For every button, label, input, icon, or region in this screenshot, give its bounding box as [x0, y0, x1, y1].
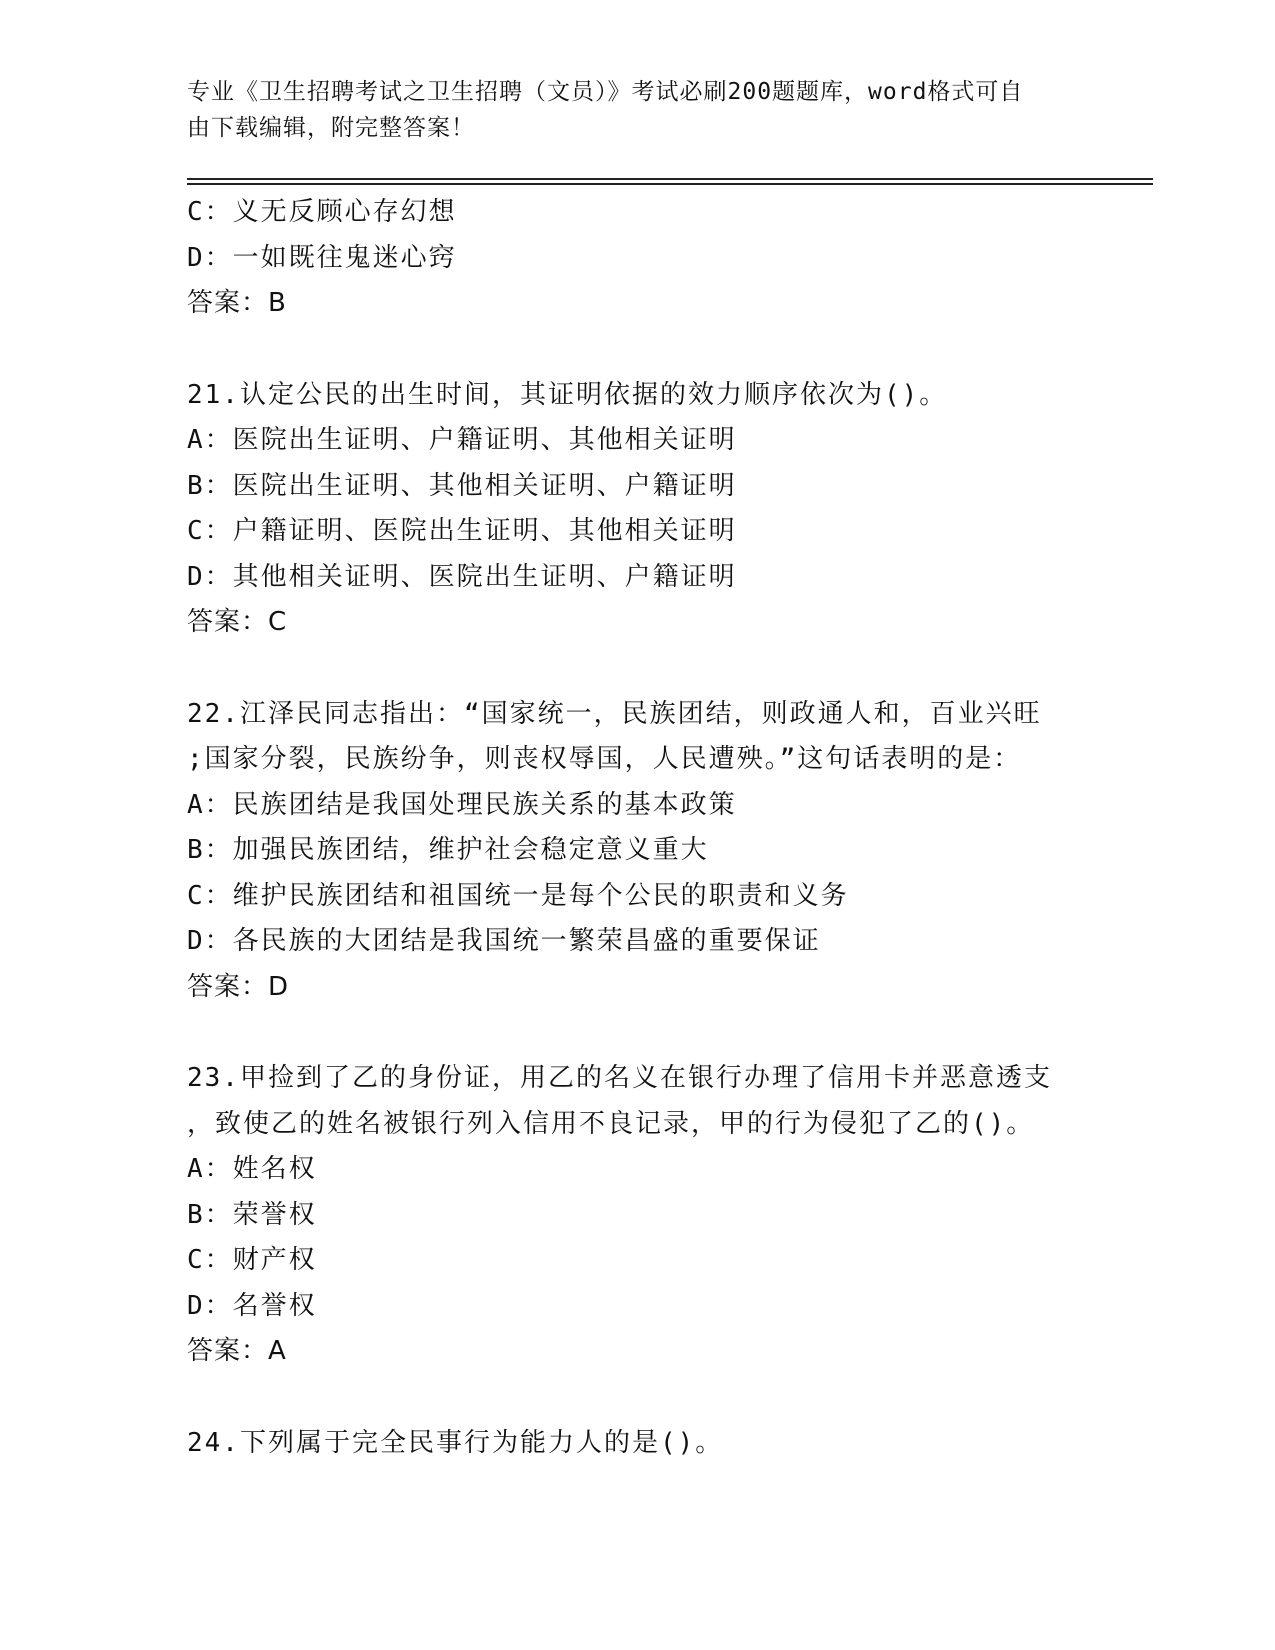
- question-stem-continued: ，致使乙的姓名被银行列入信用不良记录，甲的行为侵犯了乙的()。: [187, 1108, 1035, 1139]
- document-body: [187, 190, 1087, 1466]
- option-d: D：名誉权: [187, 1290, 317, 1321]
- question-stem: 21.认定公民的出生时间，其证明依据的效力顺序依次为()。: [187, 379, 948, 410]
- option-b: B：荣誉权: [187, 1199, 317, 1230]
- header-divider-top: [187, 178, 1153, 180]
- answer-line: 答案：B: [187, 288, 287, 318]
- option-b: B：加强民族团结，维护社会稳定意义重大: [187, 835, 709, 865]
- spacer: [187, 327, 1087, 373]
- spacer: [187, 646, 1087, 692]
- answer-line: 答案：D: [187, 971, 290, 1002]
- document-header: [187, 74, 1067, 146]
- question-stem: 23.甲捡到了乙的身份证，用乙的名义在银行办理了信用卡并恶意透支: [187, 1063, 1052, 1093]
- question-22: [187, 692, 1087, 1011]
- question-stem: 22.江泽民同志指出：“国家统一，民族团结，则政通人和，百业兴旺: [187, 698, 1042, 729]
- spacer: [187, 1010, 1087, 1056]
- question-21: [187, 373, 1087, 646]
- option-c: C：户籍证明、医院出生证明、其他相关证明: [187, 516, 737, 546]
- option-c: C：义无反顾心存幻想: [187, 197, 457, 227]
- answer-line: 答案：A: [187, 1336, 287, 1366]
- option-b: B：医院出生证明、其他相关证明、户籍证明: [187, 470, 737, 501]
- header-line-2: 由下载编辑，附完整答案！: [187, 115, 475, 141]
- option-c: C：维护民族团结和祖国统一是每个公民的职责和义务: [187, 880, 849, 911]
- question-23: [187, 1056, 1087, 1375]
- header-line-1: 专业《卫生招聘考试之卫生招聘（文员）》考试必刷200题题库，word格式可自: [187, 79, 1024, 105]
- question-stem-continued: ;国家分裂，民族纷争，则丧权辱国，人民遭殃。”这句话表明的是：: [187, 744, 1022, 774]
- question-24: [187, 1421, 1087, 1467]
- option-a: A：医院出生证明、户籍证明、其他相关证明: [187, 425, 737, 455]
- option-d: D：各民族的大团结是我国统一繁荣昌盛的重要保证: [187, 926, 821, 956]
- question-stem: 24.下列属于完全民事行为能力人的是()。: [187, 1427, 724, 1458]
- answer-line: 答案：C: [187, 607, 288, 637]
- option-a: A：姓名权: [187, 1154, 317, 1184]
- option-d: D：其他相关证明、医院出生证明、户籍证明: [187, 561, 737, 592]
- option-d: D：一如既往鬼迷心窍: [187, 242, 457, 273]
- spacer: [187, 1375, 1087, 1421]
- option-c: C：财产权: [187, 1245, 317, 1275]
- header-divider-bottom: [187, 183, 1153, 185]
- option-a: A：民族团结是我国处理民族关系的基本政策: [187, 789, 737, 820]
- question-20-tail: [187, 190, 1087, 327]
